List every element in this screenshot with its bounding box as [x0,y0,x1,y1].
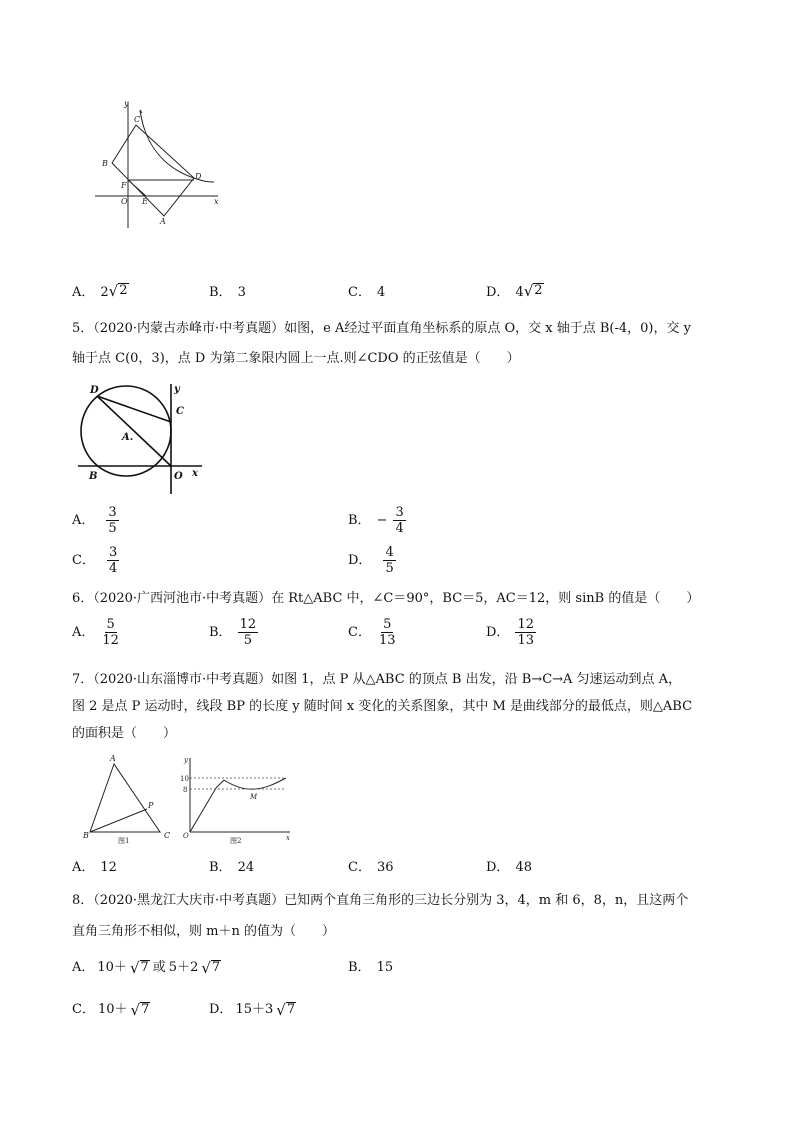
q7-label-p: P [148,801,154,810]
q5-option-b[interactable]: B． − $\frac{3}{4}$ [348,505,404,536]
q4-label-e: E [142,197,148,206]
q5-option-d[interactable]: D． $\frac{4}{5}$ [348,545,394,576]
q4-label-f: F [121,181,127,190]
q4-label-d: D [195,172,202,181]
q4-figure [90,98,225,233]
q8-option-a[interactable]: A． 10＋ √ 7 或 5＋2 √ 7 [72,959,221,977]
q7-option-d[interactable]: D． 48 [486,860,532,875]
q8-option-b[interactable]: B． 15 [348,960,394,975]
q5-segment-do [97,396,171,466]
q4-label-a: A [160,217,166,226]
q7-option-c[interactable]: C． 36 [348,860,394,875]
q7-fig2-label-m: M [250,793,258,801]
q7-fig2-line-segment [190,780,224,832]
q4-label-y: y [124,99,129,108]
q5-stem-line2: 轴于点 C(0，3)，点 D 为第二象限内圆上一点.则∠CDO 的正弦值是（ ） [72,351,520,366]
q7-figure2 [180,752,295,844]
q7-label-c: C [164,831,171,840]
q4-label-b: B [102,159,108,168]
q7-fig2-tick-10: 10 [180,775,189,783]
q7-fig2-label-o: O [183,832,189,840]
q4-label-x: x [214,197,219,206]
q4-option-d[interactable]: D． 4 √ 2 [486,282,543,300]
q5-label-o: O [174,471,183,482]
q7-triangle [90,764,160,832]
q4-label-o: O [121,197,128,206]
q7-stem-line2: 图 2 是点 P 运动时，线段 BP 的长度 y 随时间 x 变化的关系图象，其中 M 是曲线部分的最低点，则△ABC [72,699,693,714]
q5-segment-dc [97,396,171,422]
q7-fig2-caption: 图2 [230,837,242,844]
q5-label-x: x [192,468,198,479]
q5-label-d: D [90,385,99,396]
q6-stem-line1: 6．（2020·广西河池市·中考真题）在 Rt△ABC 中，∠C＝90°，BC＝5，AC＝12，则 sinB 的值是（ ） [72,591,700,606]
q8-stem-line1: 8．（2020·黑龙江大庆市·中考真题）已知两个直角三角形的三边长分别为 3，4，m 和 6，8，n，且这两个 [72,893,689,908]
q7-label-a: A [110,754,116,763]
q7-segment-bp [90,809,147,832]
q7-fig2-label-y: y [184,756,188,764]
q5-figure [78,380,208,498]
q7-option-b[interactable]: B． 24 [209,860,255,875]
q5-label-y: y [174,384,180,395]
q4-hyperbola [140,110,214,182]
q4-segment-fe [128,180,146,196]
q7-label-b: B [83,831,89,840]
q8-option-d[interactable]: D． 15＋3 √ 7 [209,1001,296,1019]
q7-stem-line3: 的面积是（ ） [72,726,177,741]
q4-option-c[interactable]: C． 4 [348,285,386,300]
q7-figure1 [80,752,180,844]
q8-stem-line2: 直角三角形不相似，则 m＋n 的值为（ ） [72,924,335,939]
q7-option-a[interactable]: A． 12 [72,860,117,875]
q6-option-b[interactable]: B． $\frac{12}{5}$ [209,617,257,648]
q7-fig2-label-x: x [286,834,290,842]
q7-fig2-tick-8: 8 [183,786,188,794]
q7-fig1-caption: 图1 [118,837,130,844]
q7-fig2-curve [224,778,286,789]
q5-label-c: C [176,406,184,417]
q7-stem-line1: 7．（2020·山东淄博市·中考真题）如图 1，点 P 从△ABC 的顶点 B 出发，沿 B→C→A 匀速运动到点 A， [72,672,682,687]
q4-option-a[interactable]: A． 2 √ 2 [72,282,128,300]
q5-stem-line1: 5．（2020·内蒙古赤峰市·中考真题）如图，e A经过平面直角坐标系的原点 O，交 x 轴于点 B(-4，0)，交 y [72,321,691,336]
q5-option-a[interactable]: A． $\frac{3}{5}$ [72,505,117,536]
q5-circle [81,386,171,476]
q5-label-b: B [89,471,98,482]
q8-option-c[interactable]: C． 10＋ √ 7 [72,1001,150,1019]
q6-option-d[interactable]: D． $\frac{12}{13}$ [486,617,534,648]
q5-label-a: A. [122,432,134,443]
q4-option-b[interactable]: B． 3 [209,285,246,300]
q4-label-c: C [134,115,141,124]
q5-option-c[interactable]: C． $\frac{3}{4}$ [72,545,118,576]
q6-option-c[interactable]: C． $\frac{5}{13}$ [348,617,396,648]
q6-option-a[interactable]: A． $\frac{5}{12}$ [72,617,119,648]
